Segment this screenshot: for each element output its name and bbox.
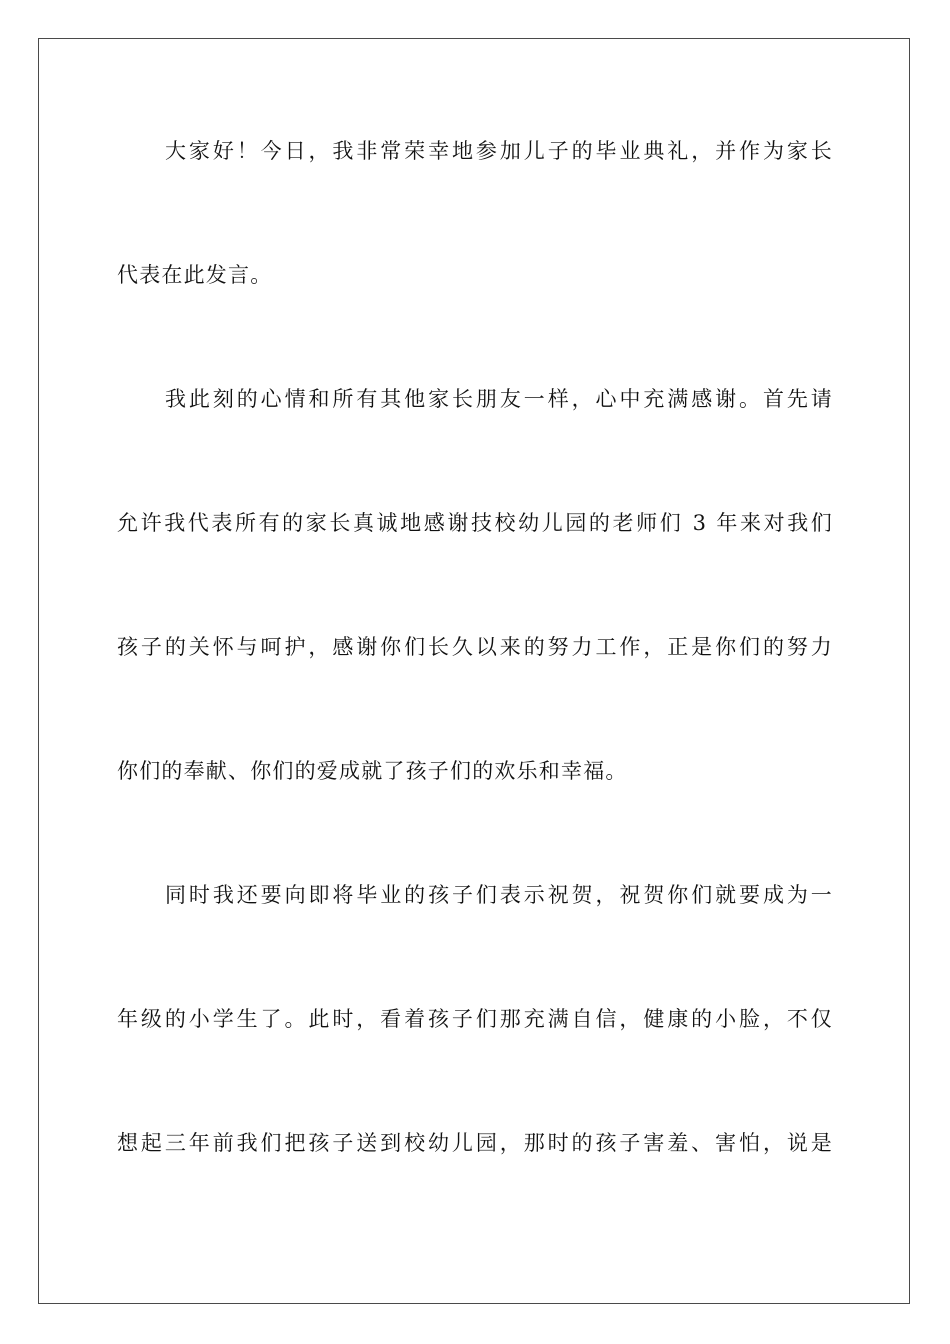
paragraph-3-line-1: 同时我还要向即将毕业的孩子们表示祝贺，祝贺你们就要成为一 xyxy=(165,883,833,907)
paragraph-1-line-1: 大家好！今日，我非常荣幸地参加儿子的毕业典礼，并作为家长 xyxy=(165,139,833,163)
paragraph-3-line-2: 年级的小学生了。此时，看着孩子们那充满自信，健康的小脸，不仅 xyxy=(117,1007,833,1031)
paragraph-2-line-3: 孩子的关怀与呵护，感谢你们长久以来的努力工作，正是你们的努力 xyxy=(117,635,833,659)
paragraph-2-line-1: 我此刻的心情和所有其他家长朋友一样，心中充满感谢。首先请 xyxy=(165,387,833,411)
paragraph-3-line-3: 想起三年前我们把孩子送到校幼儿园，那时的孩子害羞、害怕，说是 xyxy=(117,1131,833,1155)
paragraph-1-line-2: 代表在此发言。 xyxy=(117,263,273,287)
paragraph-2-line-2: 允许我代表所有的家长真诚地感谢技校幼儿园的老师们 3 年来对我们 xyxy=(117,511,833,535)
page-frame xyxy=(38,38,910,1304)
paragraph-2-line-4: 你们的奉献、你们的爱成就了孩子们的欢乐和幸福。 xyxy=(117,759,628,783)
